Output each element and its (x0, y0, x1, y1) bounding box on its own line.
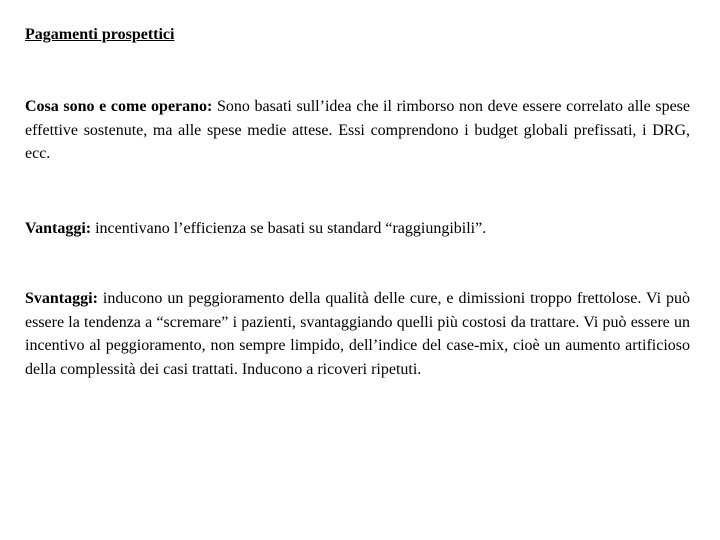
section-disadvantages (25, 287, 690, 381)
section-text: Sono basati sull’idea che il rimborso non deve essere correlato alle spese effettive sostenute, ma alle spese medie attese. Essi comprendono i budget globali prefissati, i DRG, ecc. (25, 98, 690, 162)
slide-content (25, 24, 690, 378)
section-text: incentivano l’efficienza se basati su standard “raggiungibili”. (91, 220, 487, 237)
section-label: Cosa sono e come operano: (25, 98, 213, 115)
page-title: Pagamenti prospettici (25, 26, 175, 43)
section-text: inducono un peggioramento della qualità delle cure, e dimissioni troppo frettolose. Vi può essere la tendenza a “scremare” i pazienti, svantaggiando quelli più costosi da trattare. Vi può essere un incentivo al peggioramento, non sempre limpido, dell’indice del case-mix, cioè un aumento artificioso della complessità dei casi trattati. Inducono a ricoveri ripetuti. (25, 290, 690, 378)
section-how-it-works (25, 95, 690, 166)
section-label: Vantaggi: (25, 220, 92, 237)
section-advantages (25, 217, 690, 241)
section-label: Svantaggi: (25, 290, 98, 307)
